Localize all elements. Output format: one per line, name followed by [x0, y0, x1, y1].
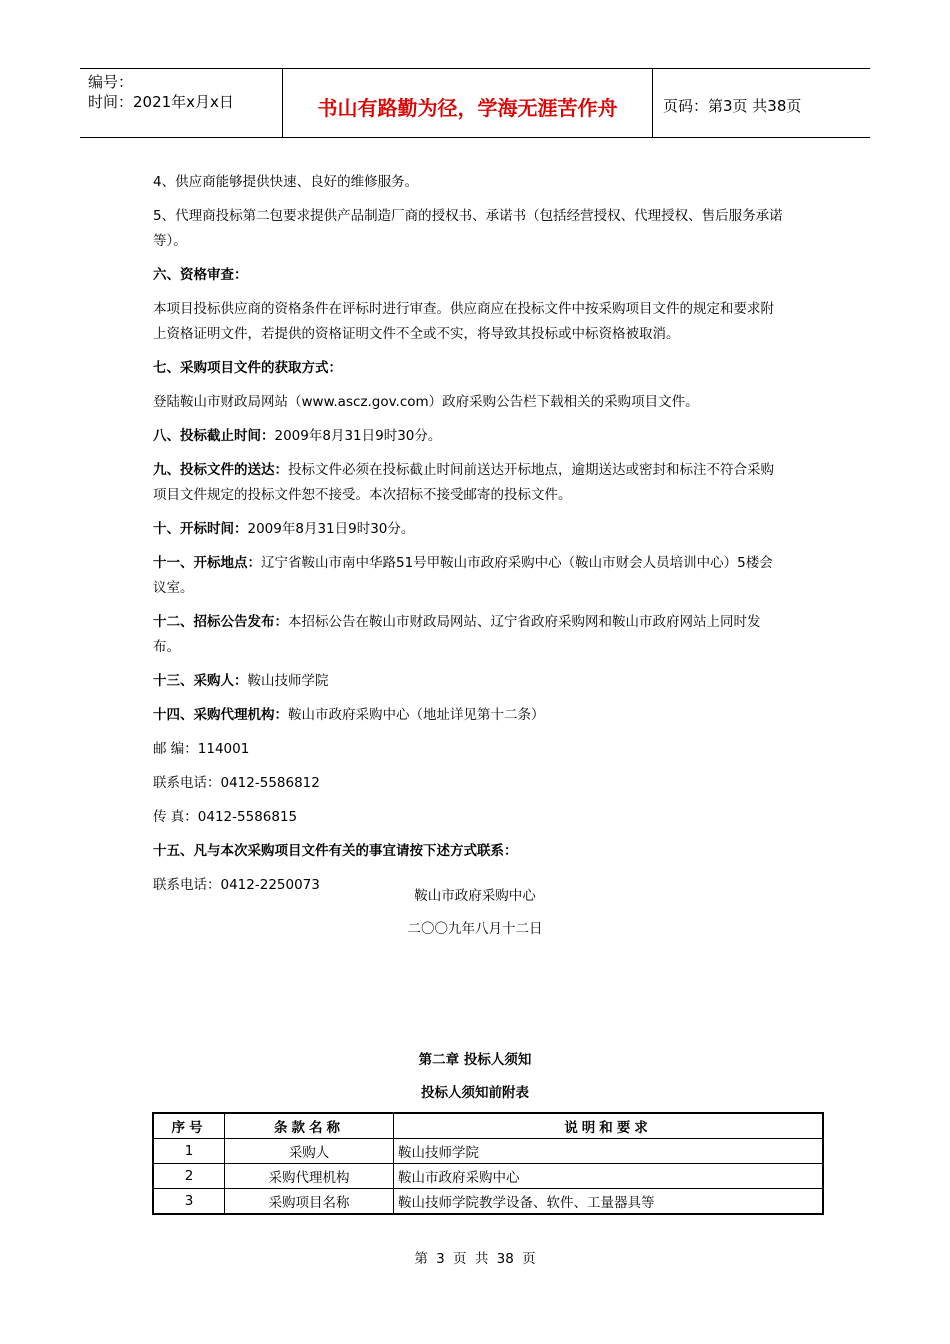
date-label: 时间：2021年x月x日: [88, 93, 234, 111]
section-14-text: 鞍山市政府采购中心（地址详见第十二条）: [288, 707, 545, 723]
table-row: [153, 1139, 823, 1164]
header-meta: [80, 69, 283, 137]
phone: 联系电话：0412-5586812: [153, 775, 320, 791]
item-5: 5、代理商投标第二包要求提供产品制造厂商的授权书、承诺书（包括经营授权、代理授权、售后服务承诺: [153, 208, 783, 224]
table-cell: 2: [153, 1164, 225, 1189]
section-15-title: 十五、凡与本次采购项目文件有关的事宜请按下述方式联系：: [153, 843, 518, 859]
section-12-line-2: 布。: [153, 639, 180, 655]
section-13-text: 鞍山技师学院: [247, 673, 329, 689]
table-header-cell: 说明和要求: [394, 1113, 824, 1139]
chapter-subtitle: 投标人须知前附表: [421, 1085, 529, 1101]
section-15-phone: 联系电话：0412-2250073: [153, 877, 320, 893]
header-page-label: 页码：第3页 共38页: [663, 96, 802, 115]
header-motto: 书山有路勤为径，学海无涯苦作舟: [283, 69, 653, 137]
table-cell: 鞍山市政府采购中心: [394, 1164, 824, 1189]
section-13-title: 十三、采购人：: [153, 673, 248, 689]
chapter-title: 第二章 投标人须知: [418, 1052, 532, 1068]
section-12-title: 十二、招标公告发布：: [153, 614, 288, 630]
section-6-line-1: 本项目投标供应商的资格条件在评标时进行审查。供应商应在投标文件中按采购项目文件的规定和要求附: [153, 301, 774, 317]
table-header-cell: 条款名称: [225, 1113, 394, 1139]
section-6-line-2: 上资格证明文件，若提供的资格证明文件不全或不实，将导致其投标或中标资格被取消。: [153, 326, 680, 342]
section-9-line-2: 项目文件规定的投标文件恕不接受。本次招标不接受邮寄的投标文件。: [153, 487, 572, 503]
signature-org: 鞍山市政府采购中心: [414, 888, 536, 904]
table-cell: 鞍山技师学院教学设备、软件、工量器具等: [394, 1189, 824, 1215]
section-9-title: 九、投标文件的送达：: [153, 462, 288, 478]
postcode: 邮 编：114001: [153, 741, 250, 757]
document-body: [153, 170, 830, 898]
signature-date: 二〇〇九年八月十二日: [407, 921, 543, 937]
section-14-title: 十四、采购代理机构：: [153, 707, 288, 723]
table-row: [153, 1164, 823, 1189]
table-cell: 采购代理机构: [225, 1164, 394, 1189]
pre-attached-table: [152, 1112, 824, 1215]
section-6-title: 六、资格审查：: [153, 267, 248, 283]
number-label: 编号：: [88, 73, 134, 91]
section-9-text: 投标文件必须在投标截止时间前送达开标地点，逾期送达或密封和标注不符合采购: [288, 462, 774, 478]
table-header-cell: 序号: [153, 1113, 225, 1139]
section-10-title: 十、开标时间：: [153, 521, 248, 537]
page-header: [80, 68, 870, 138]
section-8-title: 八、投标截止时间：: [153, 428, 275, 444]
section-7-text: 登陆鞍山市财政局网站（www.ascz.gov.com）政府采购公告栏下载相关的采购项目文件。: [153, 394, 699, 410]
fax: 传 真：0412-5586815: [153, 809, 298, 825]
section-8-text: 2009年8月31日9时30分。: [274, 428, 442, 444]
table-header-row: [153, 1113, 823, 1139]
table-cell: 采购人: [225, 1139, 394, 1164]
section-7-title: 七、采购项目文件的获取方式：: [153, 360, 342, 376]
section-10-text: 2009年8月31日9时30分。: [247, 521, 415, 537]
table-cell: 鞍山技师学院: [394, 1139, 824, 1164]
table-row: [153, 1189, 823, 1215]
table-cell: 3: [153, 1189, 225, 1215]
section-12-text: 本招标公告在鞍山市财政局网站、辽宁省政府采购网和鞍山市政府网站上同时发: [288, 614, 761, 630]
section-11-title: 十一、开标地点：: [153, 555, 261, 571]
table-cell: 1: [153, 1139, 225, 1164]
section-11-line-2: 议室。: [153, 580, 194, 596]
table-cell: 采购项目名称: [225, 1189, 394, 1215]
item-5-cont: 等）。: [153, 233, 187, 249]
page-footer: 第 3 页 共 38 页: [414, 1251, 536, 1267]
section-11-text: 辽宁省鞍山市南中华路51号甲鞍山市政府采购中心（鞍山市财会人员培训中心）5楼会: [261, 555, 773, 571]
item-4: 4、供应商能够提供快速、良好的维修服务。: [153, 174, 419, 190]
